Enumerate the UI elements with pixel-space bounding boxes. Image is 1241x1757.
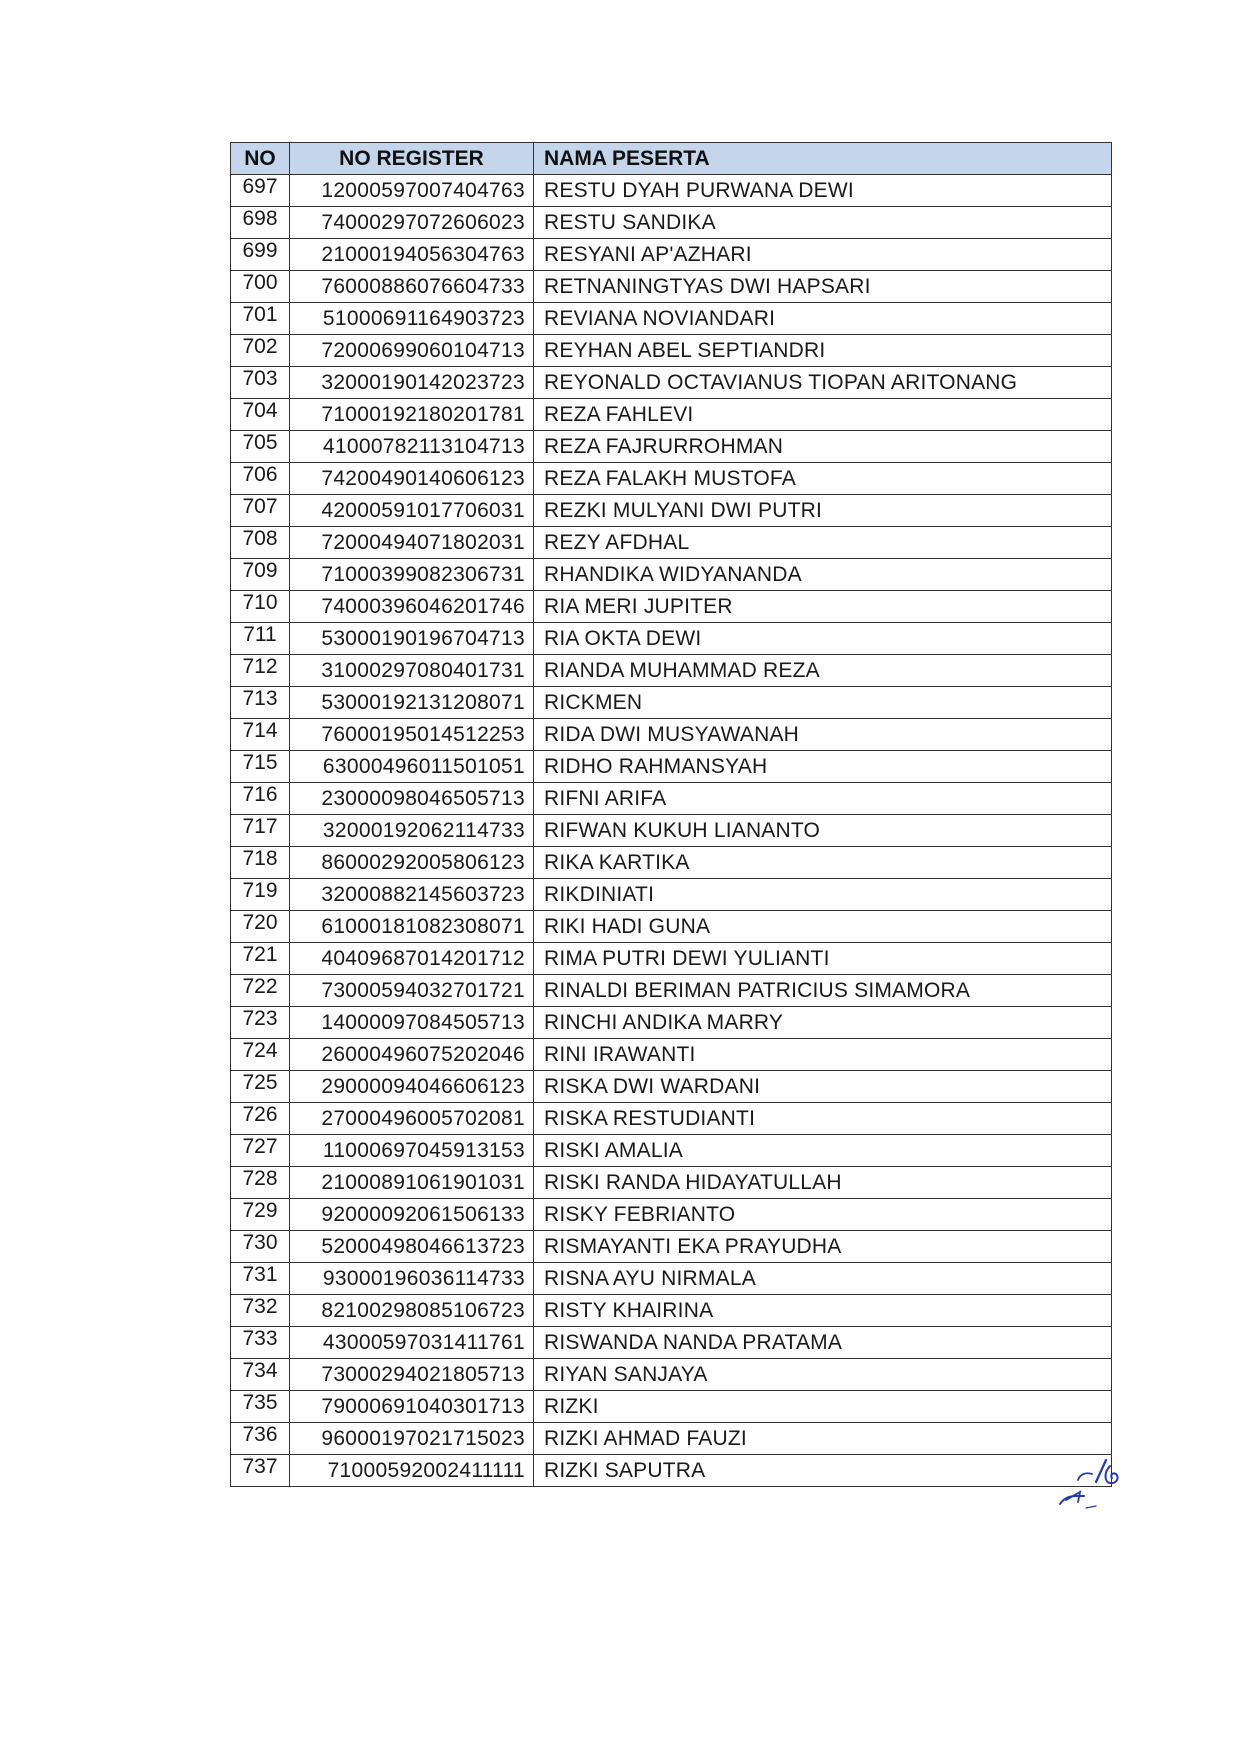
table-row: [231, 271, 1112, 303]
row-register: 61000181082308071: [290, 911, 534, 943]
row-name: RISKA RESTUDIANTI: [534, 1103, 1112, 1135]
row-register: 32000192062114733: [290, 815, 534, 847]
table-row: [231, 591, 1112, 623]
row-name: RIA MERI JUPITER: [534, 591, 1112, 623]
row-name: RISMAYANTI EKA PRAYUDHA: [534, 1231, 1112, 1263]
row-no: 719: [231, 879, 290, 911]
row-no: 712: [231, 655, 290, 687]
row-register: 23000098046505713: [290, 783, 534, 815]
row-register: 82100298085106723: [290, 1295, 534, 1327]
participant-table: [230, 142, 1112, 1487]
row-no: 728: [231, 1167, 290, 1199]
row-name: RISNA AYU NIRMALA: [534, 1263, 1112, 1295]
row-register: 40409687014201712: [290, 943, 534, 975]
row-name: RIZKI: [534, 1391, 1112, 1423]
row-name: REVIANA NOVIANDARI: [534, 303, 1112, 335]
table-row: [231, 175, 1112, 207]
row-name: RESTU SANDIKA: [534, 207, 1112, 239]
table-row: [231, 1135, 1112, 1167]
row-no: 724: [231, 1039, 290, 1071]
row-register: 41000782113104713: [290, 431, 534, 463]
row-register: 43000597031411761: [290, 1327, 534, 1359]
table-row: [231, 815, 1112, 847]
row-name: RIFNI ARIFA: [534, 783, 1112, 815]
row-no: 715: [231, 751, 290, 783]
row-name: RIKDINIATI: [534, 879, 1112, 911]
table-row: [231, 1423, 1112, 1455]
header-no: NO: [231, 143, 290, 175]
row-register: 14000097084505713: [290, 1007, 534, 1039]
row-no: 717: [231, 815, 290, 847]
table-row: [231, 911, 1112, 943]
table-row: [231, 1295, 1112, 1327]
row-register: 32000190142023723: [290, 367, 534, 399]
table-row: [231, 847, 1112, 879]
row-register: 96000197021715023: [290, 1423, 534, 1455]
table-row: [231, 495, 1112, 527]
row-no: 732: [231, 1295, 290, 1327]
table-row: [231, 719, 1112, 751]
row-register: 72000494071802031: [290, 527, 534, 559]
row-no: 703: [231, 367, 290, 399]
row-register: 53000190196704713: [290, 623, 534, 655]
row-name: RISKI RANDA HIDAYATULLAH: [534, 1167, 1112, 1199]
handwritten-initials-icon: [1050, 1452, 1150, 1522]
table-row: [231, 751, 1112, 783]
row-no: 708: [231, 527, 290, 559]
row-no: 726: [231, 1103, 290, 1135]
row-no: 727: [231, 1135, 290, 1167]
row-name: RIA OKTA DEWI: [534, 623, 1112, 655]
row-register: 12000597007404763: [290, 175, 534, 207]
row-name: RESTU DYAH PURWANA DEWI: [534, 175, 1112, 207]
row-register: 11000697045913153: [290, 1135, 534, 1167]
table-row: [231, 879, 1112, 911]
row-register: 93000196036114733: [290, 1263, 534, 1295]
row-no: 706: [231, 463, 290, 495]
row-register: 42000591017706031: [290, 495, 534, 527]
table-row: [231, 1071, 1112, 1103]
row-register: 27000496005702081: [290, 1103, 534, 1135]
table-row: [231, 1007, 1112, 1039]
table-row: [231, 623, 1112, 655]
row-no: 723: [231, 1007, 290, 1039]
row-no: 731: [231, 1263, 290, 1295]
row-register: 79000691040301713: [290, 1391, 534, 1423]
row-name: RINCHI ANDIKA MARRY: [534, 1007, 1112, 1039]
row-no: 698: [231, 207, 290, 239]
row-no: 705: [231, 431, 290, 463]
row-name: RIZKI AHMAD FAUZI: [534, 1423, 1112, 1455]
row-register: 53000192131208071: [290, 687, 534, 719]
row-no: 734: [231, 1359, 290, 1391]
row-name: REZA FALAKH MUSTOFA: [534, 463, 1112, 495]
row-no: 735: [231, 1391, 290, 1423]
row-no: 730: [231, 1231, 290, 1263]
row-name: RICKMEN: [534, 687, 1112, 719]
row-name: RIANDA MUHAMMAD REZA: [534, 655, 1112, 687]
table-body: [231, 175, 1112, 1487]
row-register: 71000592002411111: [290, 1455, 534, 1487]
table-row: [231, 207, 1112, 239]
row-register: 29000094046606123: [290, 1071, 534, 1103]
row-no: 700: [231, 271, 290, 303]
row-no: 722: [231, 975, 290, 1007]
row-name: REYHAN ABEL SEPTIANDRI: [534, 335, 1112, 367]
row-name: RIMA PUTRI DEWI YULIANTI: [534, 943, 1112, 975]
row-name: RIYAN SANJAYA: [534, 1359, 1112, 1391]
row-no: 709: [231, 559, 290, 591]
table-row: [231, 335, 1112, 367]
row-name: RIFWAN KUKUH LIANANTO: [534, 815, 1112, 847]
row-name: RIDA DWI MUSYAWANAH: [534, 719, 1112, 751]
row-no: 701: [231, 303, 290, 335]
header-register: NO REGISTER: [290, 143, 534, 175]
row-name: REYONALD OCTAVIANUS TIOPAN ARITONANG: [534, 367, 1112, 399]
row-name: RINI IRAWANTI: [534, 1039, 1112, 1071]
header-name: NAMA PESERTA: [534, 143, 1112, 175]
row-name: RIZKI SAPUTRA: [534, 1455, 1112, 1487]
row-no: 718: [231, 847, 290, 879]
table-row: [231, 367, 1112, 399]
row-no: 713: [231, 687, 290, 719]
row-register: 72000699060104713: [290, 335, 534, 367]
row-register: 21000891061901031: [290, 1167, 534, 1199]
row-no: 720: [231, 911, 290, 943]
table-row: [231, 527, 1112, 559]
row-register: 86000292005806123: [290, 847, 534, 879]
row-register: 71000192180201781: [290, 399, 534, 431]
table-row: [231, 1103, 1112, 1135]
table-header-row: [231, 143, 1112, 175]
row-register: 74200490140606123: [290, 463, 534, 495]
row-no: 729: [231, 1199, 290, 1231]
table-row: [231, 303, 1112, 335]
row-register: 92000092061506133: [290, 1199, 534, 1231]
row-name: RISKY FEBRIANTO: [534, 1199, 1112, 1231]
row-register: 31000297080401731: [290, 655, 534, 687]
table-row: [231, 1263, 1112, 1295]
table-row: [231, 655, 1112, 687]
row-no: 704: [231, 399, 290, 431]
row-no: 714: [231, 719, 290, 751]
row-register: 73000594032701721: [290, 975, 534, 1007]
row-no: 716: [231, 783, 290, 815]
table-row: [231, 239, 1112, 271]
table-row: [231, 943, 1112, 975]
row-register: 74000297072606023: [290, 207, 534, 239]
row-name: RIDHO RAHMANSYAH: [534, 751, 1112, 783]
row-name: RIKA KARTIKA: [534, 847, 1112, 879]
row-register: 26000496075202046: [290, 1039, 534, 1071]
row-name: REZKI MULYANI DWI PUTRI: [534, 495, 1112, 527]
row-register: 71000399082306731: [290, 559, 534, 591]
row-register: 51000691164903723: [290, 303, 534, 335]
table-row: [231, 1391, 1112, 1423]
row-no: 725: [231, 1071, 290, 1103]
table-row: [231, 1199, 1112, 1231]
table-row: [231, 1455, 1112, 1487]
row-register: 21000194056304763: [290, 239, 534, 271]
table-row: [231, 463, 1112, 495]
row-no: 699: [231, 239, 290, 271]
row-no: 697: [231, 175, 290, 207]
row-register: 73000294021805713: [290, 1359, 534, 1391]
row-register: 76000195014512253: [290, 719, 534, 751]
row-no: 707: [231, 495, 290, 527]
row-name: RINALDI BERIMAN PATRICIUS SIMAMORA: [534, 975, 1112, 1007]
table-row: [231, 1327, 1112, 1359]
row-no: 711: [231, 623, 290, 655]
row-name: RISKA DWI WARDANI: [534, 1071, 1112, 1103]
table-row: [231, 1359, 1112, 1391]
row-name: REZY AFDHAL: [534, 527, 1112, 559]
table-row: [231, 431, 1112, 463]
table-row: [231, 399, 1112, 431]
row-no: 733: [231, 1327, 290, 1359]
row-name: RIKI HADI GUNA: [534, 911, 1112, 943]
row-register: 76000886076604733: [290, 271, 534, 303]
row-register: 52000498046613723: [290, 1231, 534, 1263]
row-name: RETNANINGTYAS DWI HAPSARI: [534, 271, 1112, 303]
row-no: 736: [231, 1423, 290, 1455]
table-row: [231, 1039, 1112, 1071]
row-name: REZA FAJRURROHMAN: [534, 431, 1112, 463]
table-row: [231, 687, 1112, 719]
row-no: 710: [231, 591, 290, 623]
row-name: RHANDIKA WIDYANANDA: [534, 559, 1112, 591]
table-row: [231, 1231, 1112, 1263]
row-name: RISKI AMALIA: [534, 1135, 1112, 1167]
row-no: 721: [231, 943, 290, 975]
row-name: RISWANDA NANDA PRATAMA: [534, 1327, 1112, 1359]
row-name: RISTY KHAIRINA: [534, 1295, 1112, 1327]
table-row: [231, 783, 1112, 815]
row-register: 63000496011501051: [290, 751, 534, 783]
row-register: 32000882145603723: [290, 879, 534, 911]
row-register: 74000396046201746: [290, 591, 534, 623]
table-row: [231, 975, 1112, 1007]
table-row: [231, 559, 1112, 591]
table-row: [231, 1167, 1112, 1199]
row-name: RESYANI AP'AZHARI: [534, 239, 1112, 271]
row-name: REZA FAHLEVI: [534, 399, 1112, 431]
row-no: 702: [231, 335, 290, 367]
row-no: 737: [231, 1455, 290, 1487]
